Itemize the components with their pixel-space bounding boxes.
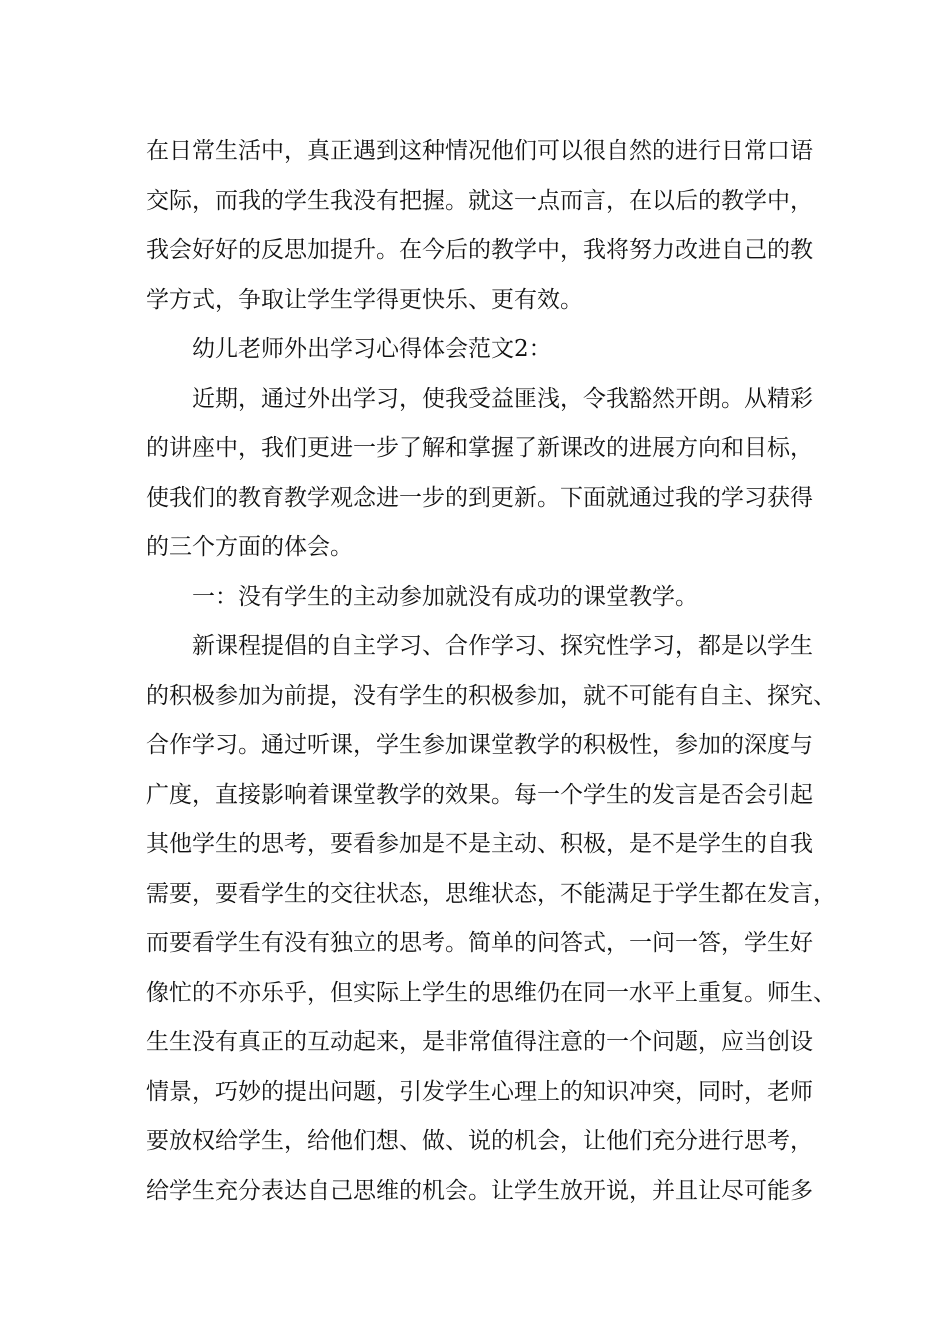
text-line: 的讲座中，我们更进一步了解和掌握了新课改的进展方向和目标， xyxy=(146,435,813,461)
text-line: 我会好好的反思加提升。在今后的教学中，我将努力改进自己的教 xyxy=(146,237,813,263)
text-line: 在日常生活中，真正遇到这种情况他们可以很自然的进行日常口语 xyxy=(146,138,813,164)
text-line: 学方式，争取让学生学得更快乐、更有效。 xyxy=(146,286,583,313)
text-line: 交际，而我的学生我没有把握。就这一点而言，在以后的教学中， xyxy=(146,187,813,214)
text-line: 需要，要看学生的交往状态，思维状态，不能满足于学生都在发言， xyxy=(146,880,836,907)
text-line: 的三个方面的体会。 xyxy=(146,534,353,560)
text-line: 近期，通过外出学习，使我受益匪浅，令我豁然开朗。从精彩 xyxy=(192,385,813,412)
text-line: 情景，巧妙的提出问题，引发学生心理上的知识冲突，同时，老师 xyxy=(146,1078,813,1105)
text-line: 而要看学生有没有独立的思考。简单的问答式，一问一答，学生好 xyxy=(146,930,813,956)
section-heading: 幼儿老师外出学习心得体会范文2： xyxy=(192,336,552,362)
text-line: 的积极参加为前提，没有学生的积极参加，就不可能有自主、探究、 xyxy=(146,682,836,709)
text-line: 要放权给学生，给他们想、做、说的机会，让他们充分进行思考， xyxy=(146,1128,813,1154)
text-line: 生生没有真正的互动起来，是非常值得注意的一个问题，应当创设 xyxy=(146,1029,813,1055)
text-line: 使我们的教育教学观念进一步的到更新。下面就通过我的学习获得 xyxy=(146,484,813,511)
text-line: 像忙的不亦乐乎，但实际上学生的思维仍在同一水平上重复。师生、 xyxy=(146,979,836,1006)
text-line: 广度，直接影响着课堂教学的效果。每一个学生的发言是否会引起 xyxy=(146,781,813,808)
section-heading: 一：没有学生的主动参加就没有成功的课堂教学。 xyxy=(192,583,698,610)
text-line: 新课程提倡的自主学习、合作学习、探究性学习，都是以学生 xyxy=(192,633,813,659)
text-line: 给学生充分表达自己思维的机会。让学生放开说，并且让尽可能多 xyxy=(146,1177,813,1204)
text-line: 其他学生的思考，要看参加是不是主动、积极，是不是学生的自我 xyxy=(146,831,813,857)
text-line: 合作学习。通过听课，学生参加课堂教学的积极性，参加的深度与 xyxy=(146,732,813,758)
body-text xyxy=(146,127,836,1216)
